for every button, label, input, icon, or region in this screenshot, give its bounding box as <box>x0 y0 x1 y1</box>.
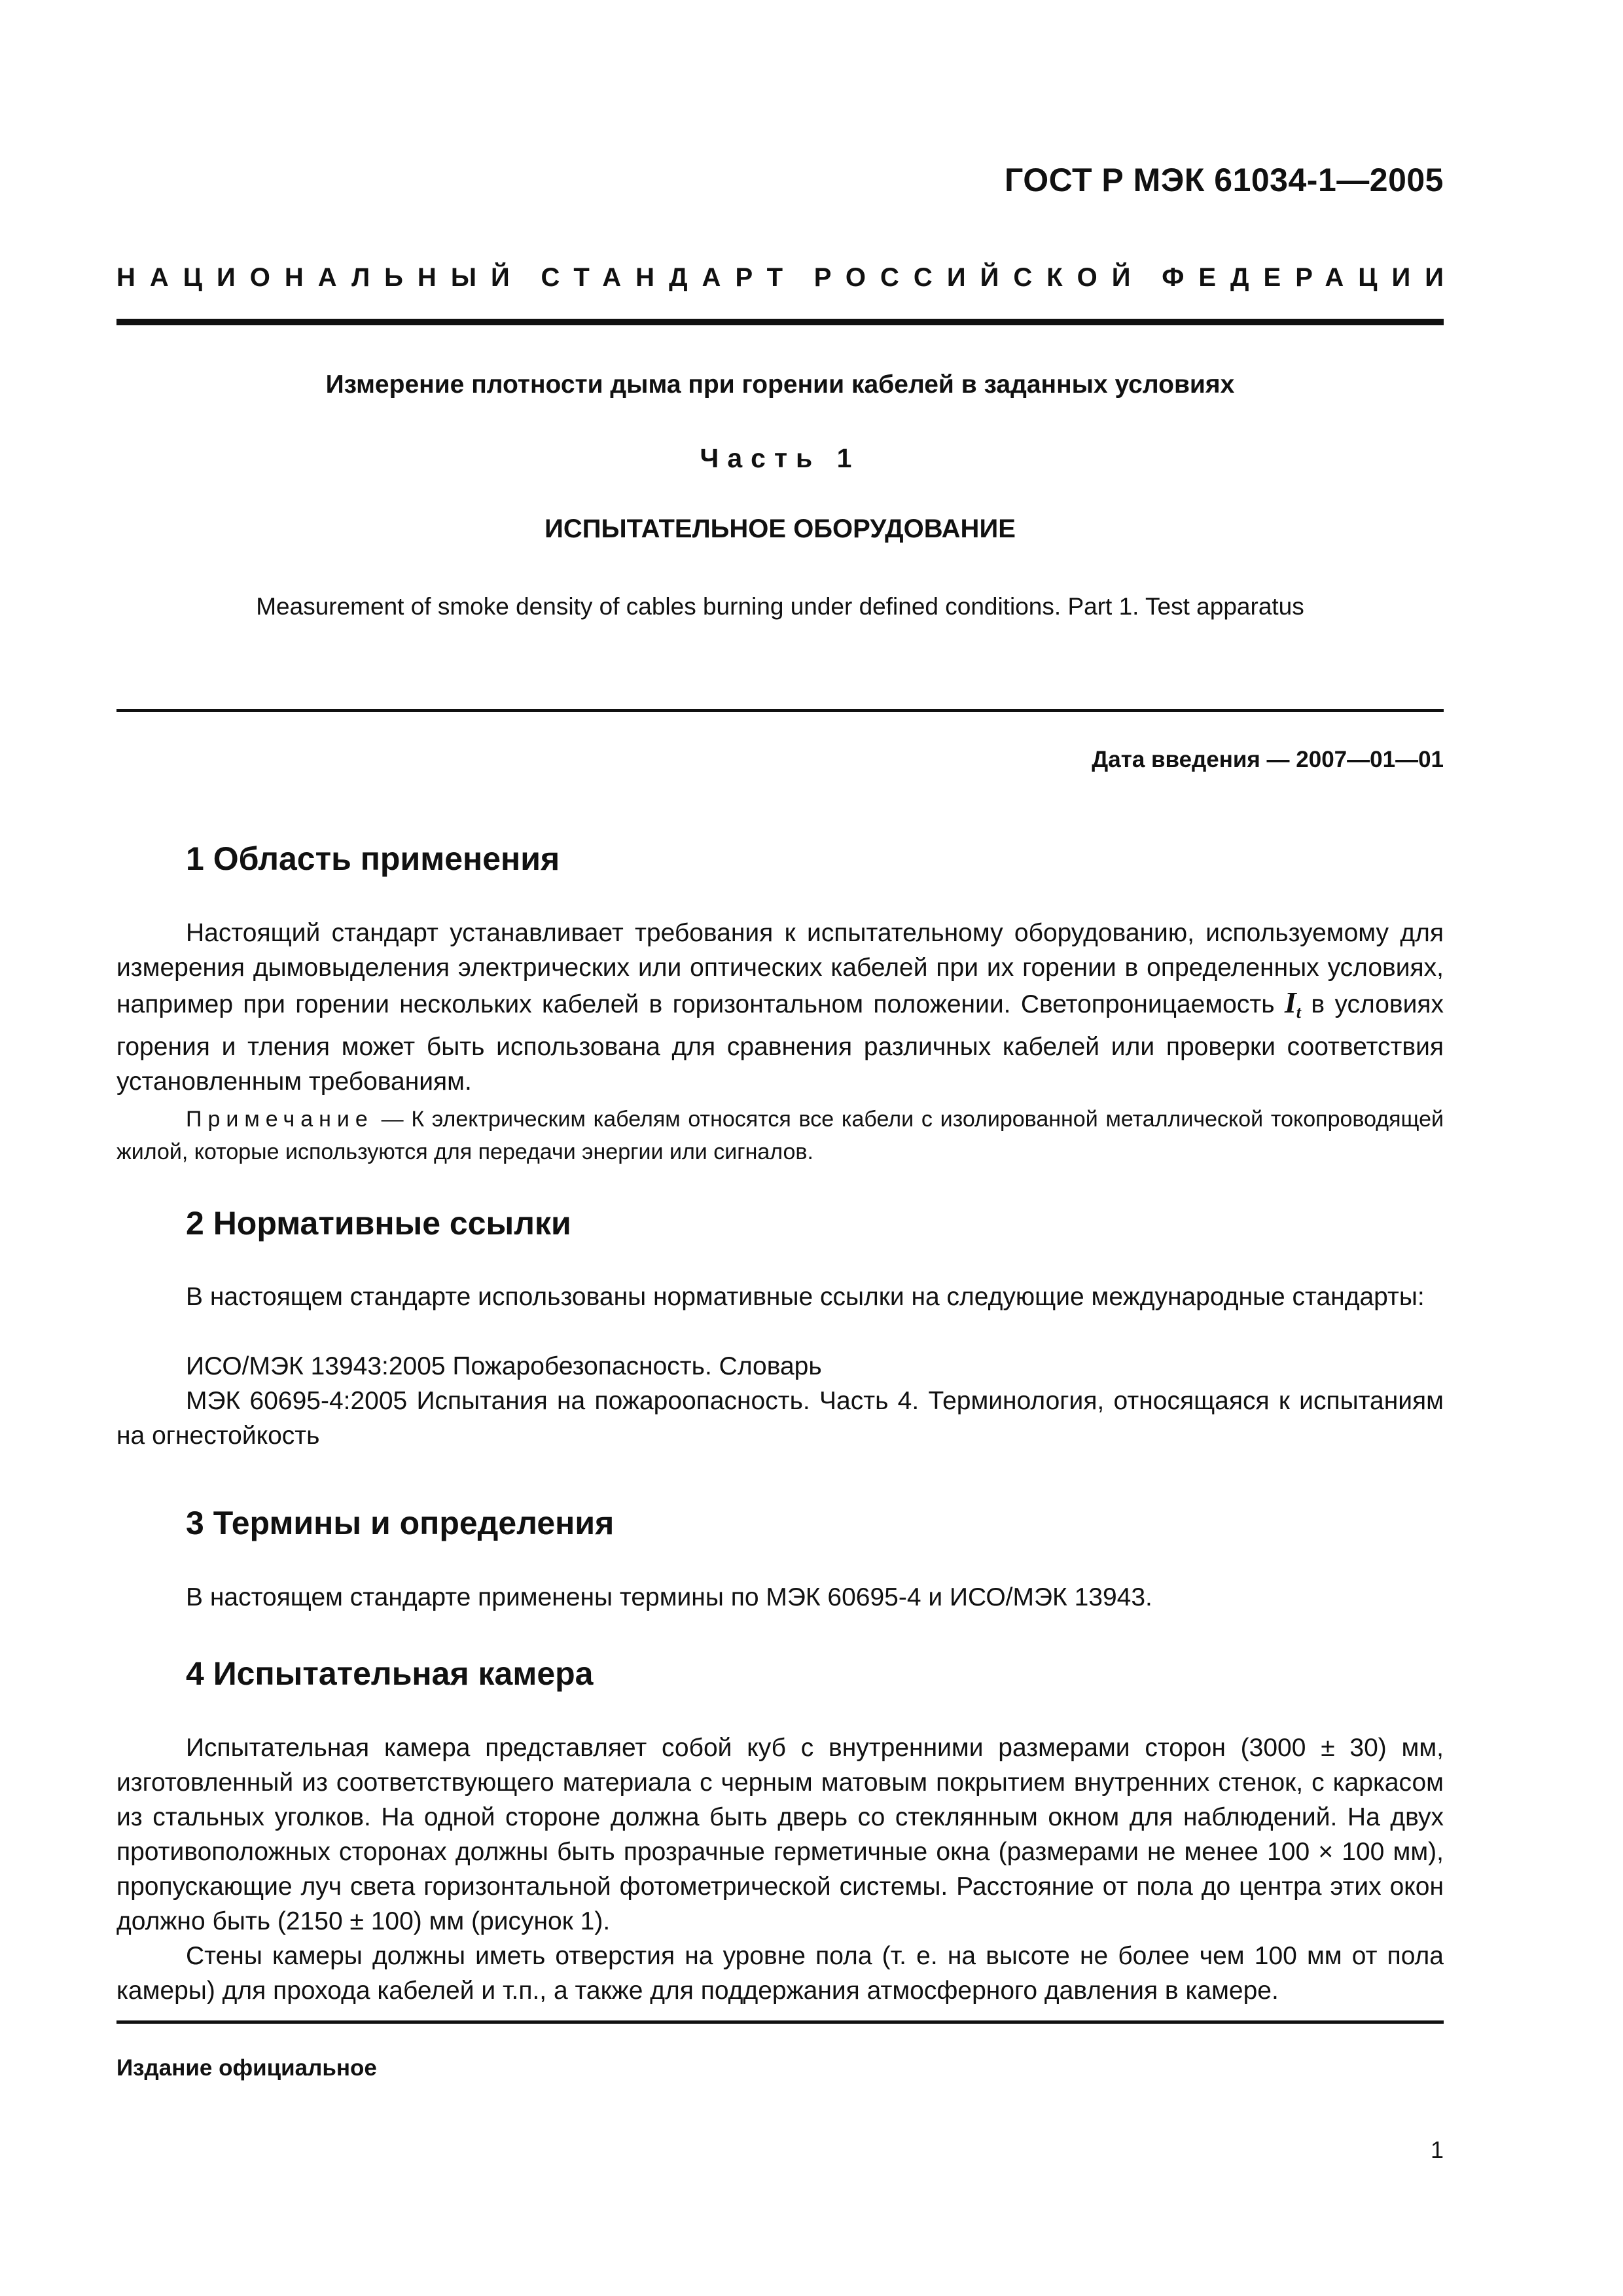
national-standard-banner <box>116 263 1458 293</box>
note-text: — К электрическим кабелям относятся все кабели с изолированной металлической токопроводящей жилой, которые используются для передачи энергии или сигналов. <box>116 1107 1444 1164</box>
introduction-date: Дата введения — 2007—01—01 <box>1092 747 1444 772</box>
document-code: ГОСТ Р МЭК 61034-1—2005 <box>1005 162 1444 198</box>
section-paragraph: В настоящем стандарте использованы нормативные ссылки на следующие международные стандарты: <box>186 1283 1425 1311</box>
english-title: Measurement of smoke density of cables burning under defined conditions. Part 1. Test apparatus <box>256 593 1304 620</box>
document-subtitle: ИСПЫТАТЕЛЬНОЕ ОБОРУДОВАНИЕ <box>544 514 1016 543</box>
official-edition-label: Издание официальное <box>116 2055 377 2081</box>
banner-word: ФЕДЕРАЦИИ <box>1162 263 1458 292</box>
normative-reference: МЭК 60695-4:2005 Испытания на пожароопасность. Часть 4. Терминология, относящаяся к испытаниям на огнестойкость <box>116 1387 1444 1450</box>
note-label: Примечание <box>186 1107 374 1132</box>
symbol-subscript: t <box>1296 1003 1302 1022</box>
banner-word: НАЦИОНАЛЬНЫЙ <box>116 263 524 292</box>
header-rule <box>116 319 1444 325</box>
page-number: 1 <box>1430 2136 1444 2163</box>
symbol <box>1284 986 1302 1022</box>
title-rule <box>116 709 1444 712</box>
section-paragraph: В настоящем стандарте применены термины по МЭК 60695-4 и ИСО/МЭК 13943. <box>186 1583 1152 1611</box>
section-heading: 3 Термины и определения <box>186 1505 615 1541</box>
normative-reference: ИСО/МЭК 13943:2005 Пожаробезопасность. Словарь <box>186 1352 822 1380</box>
section-paragraph: Испытательная камера представляет собой куб с внутренними размерами сторон (3000 ± 30) мм, изготовленный из соответствующего материала с черным матовым покрытием внутренних стенок, с каркасом из стальных уголков. На одной стороне должна быть дверь со стеклянным окном для наблюдений. На двух противоположных сторонах должны быть прозрачные герметичные окна (размерами не менее 100 × 100 мм), пропускающие луч света горизонтальной фотометрической системы. Расстояние от пола до центра этих окон должно быть (2150 ± 100) мм (рисунок 1). <box>116 1734 1444 1935</box>
section-heading: 1 Область применения <box>186 840 560 877</box>
paragraph-text: в условиях горения и тления может быть использована для сравнения различных кабелей или проверки соответствия установленным требованиям. <box>116 990 1444 1096</box>
section-heading: 2 Нормативные ссылки <box>186 1205 571 1242</box>
footer-rule <box>116 2020 1444 2024</box>
section-heading: 4 Испытательная камера <box>186 1655 594 1692</box>
section-paragraph: Стены камеры должны иметь отверстия на уровне пола (т. е. на высоте не более чем 100 мм от пола камеры) для прохода кабелей и т.п., а также для поддержания атмосферного давления в камере. <box>116 1942 1444 2005</box>
note <box>116 1103 1444 1168</box>
symbol-main: I <box>1284 986 1296 1019</box>
paragraph-text: Настоящий стандарт устанавливает требования к испытательному оборудованию, используемому для измерения дымовыделения электрических или оптических кабелей при их горении в определенных условиях, например при горении нескольких кабелей в горизонтальном положении. Светопроницаемость <box>116 919 1444 1018</box>
banner-word: СТАНДАРТ <box>541 263 798 292</box>
section-paragraph <box>116 916 1444 1099</box>
banner-word: РОССИЙСКОЙ <box>813 263 1145 292</box>
part-label: Часть 1 <box>700 443 861 473</box>
document-title: Измерение плотности дыма при горении кабелей в заданных условиях <box>325 370 1235 399</box>
